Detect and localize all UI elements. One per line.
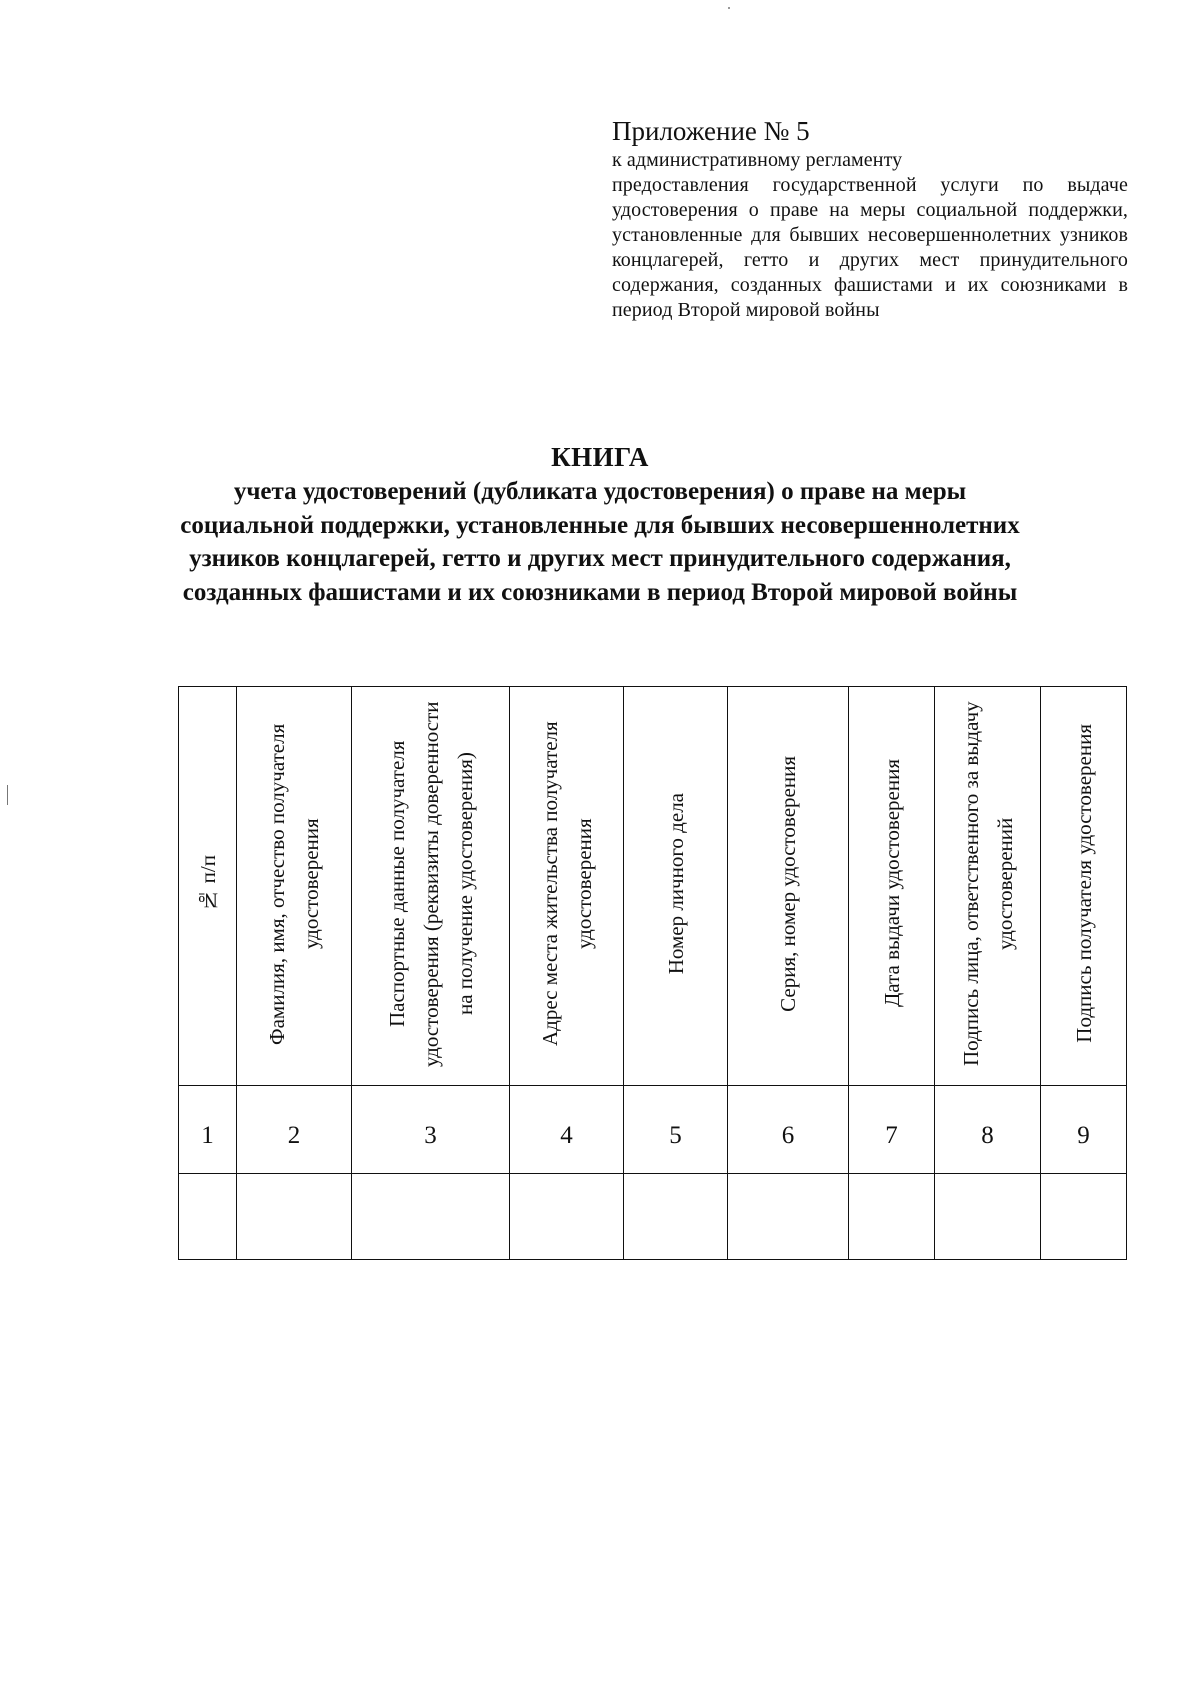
column-number (624, 1086, 728, 1174)
appendix-title: Приложение № 5 (612, 116, 810, 146)
header-label: Подпись лица, ответственного за выдачу удостоверений (958, 701, 1017, 1066)
column-number (352, 1086, 510, 1174)
table-row (179, 1174, 1127, 1260)
empty-cell (935, 1174, 1041, 1260)
column-number-label: 9 (1077, 1121, 1090, 1149)
header-label: Дата выдачи удостоверения (879, 759, 904, 1008)
header-label: Фамилия, имя, отчество получателя удостоверения (265, 722, 323, 1045)
book-heading (170, 440, 1030, 609)
empty-cell (237, 1174, 352, 1260)
scan-artifact-mark (7, 785, 8, 805)
appendix-line-2: предоставления государственной услуги по выдаче удостоверения о праве на меры социальной поддержки, установленные для бывших несовершеннолетних узников концлагерей, гетто и других мест принудительного содержания, созданных фашистами и их союзниками в период Второй мировой войны (612, 174, 1128, 321)
column-number (179, 1086, 237, 1174)
header-label: Паспортные данные получателя удостоверения (реквизиты доверенности на получение удостоверения) (384, 700, 477, 1067)
column-number-label: 6 (781, 1121, 795, 1149)
appendix-block (612, 116, 1128, 323)
empty-cell (1041, 1174, 1127, 1260)
column-number (728, 1086, 849, 1174)
empty-cell (510, 1174, 624, 1260)
empty-cell (352, 1174, 510, 1260)
column-number-label: 3 (424, 1121, 437, 1149)
header-label: Адрес места жительства получателя удостоверения (537, 721, 596, 1046)
book-title: КНИГА (551, 442, 649, 472)
header-cell-issue-date (849, 687, 935, 1086)
ledger-table (178, 686, 1127, 1260)
header-cell-full-name (237, 687, 352, 1086)
column-number-label: 2 (287, 1121, 301, 1149)
appendix-line-1: к административному регламенту (612, 149, 903, 171)
column-number-label: 8 (981, 1121, 994, 1149)
column-number (237, 1086, 352, 1174)
empty-cell (624, 1174, 728, 1260)
header-cell-official-signature (935, 687, 1041, 1086)
column-number-label: 4 (560, 1121, 573, 1149)
column-number (935, 1086, 1041, 1174)
header-cell-recipient-signature (1041, 687, 1127, 1086)
header-cell-case-number (624, 687, 728, 1086)
empty-cell (849, 1174, 935, 1260)
column-number-row (179, 1086, 1127, 1174)
header-label: № п/п (195, 854, 220, 913)
header-cell-number (179, 687, 237, 1086)
header-cell-address (510, 687, 624, 1086)
header-label: Подпись получателя удостоверения (1071, 724, 1096, 1043)
column-number (510, 1086, 624, 1174)
header-label: Серия, номер удостоверения (776, 755, 800, 1012)
header-cell-passport (352, 687, 510, 1086)
header-cell-certificate-number (728, 687, 849, 1086)
book-subtitle: учета удостоверений (дубликата удостоверения) о праве на меры социальной поддержки, установленные для бывших несовершеннолетних узников концлагерей, гетто и других мест принудительного содержания, созданных фашистами и их союзниками в период Второй мировой войны (180, 478, 1020, 606)
scan-artifact-dot (728, 7, 730, 9)
column-number-label: 1 (201, 1121, 214, 1149)
column-number (1041, 1086, 1127, 1174)
empty-cell (728, 1174, 849, 1260)
column-number-label: 7 (885, 1121, 898, 1149)
header-label: Номер личного дела (663, 792, 688, 975)
empty-cell (179, 1174, 237, 1260)
column-number-label: 5 (669, 1121, 682, 1149)
column-number (849, 1086, 935, 1174)
table-header-row (179, 687, 1127, 1086)
